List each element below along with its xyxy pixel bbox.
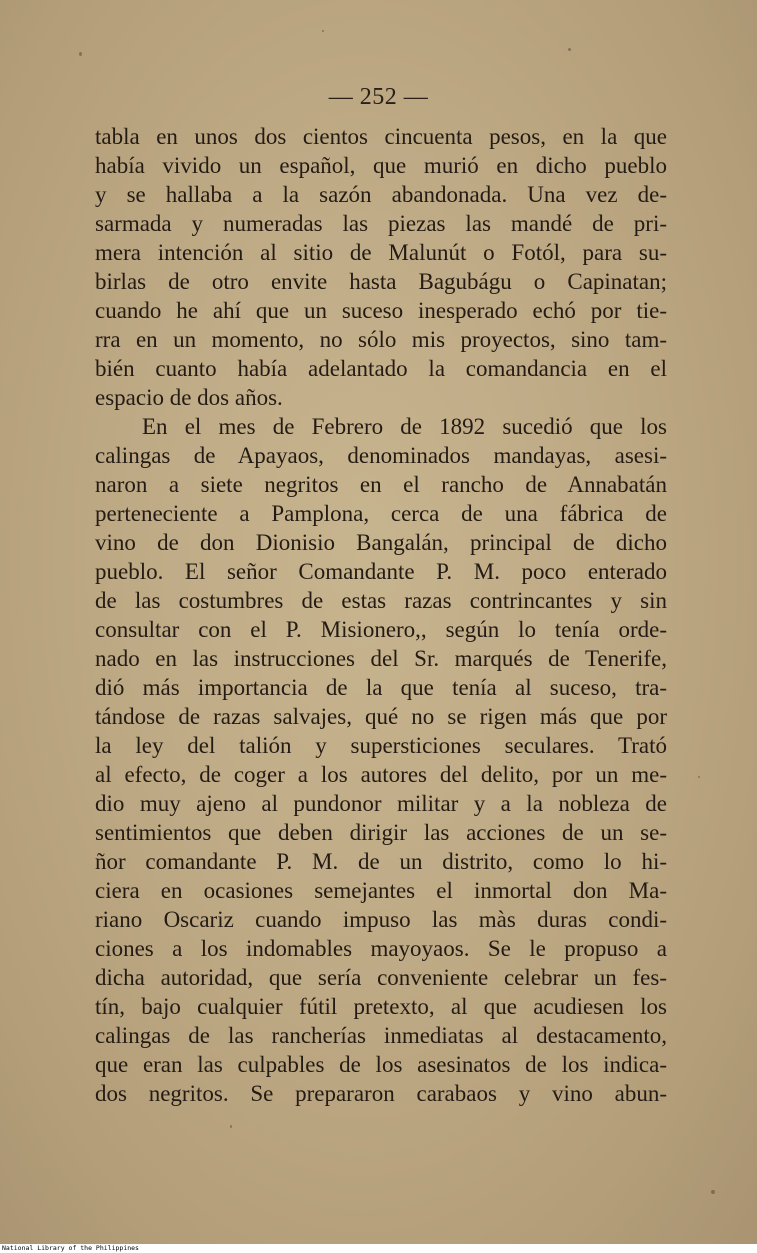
text-line: dos negritos. Se prepararon carabaos y vino abun-: [95, 1081, 667, 1106]
text-line: sentimientos que deben dirigir las acciones de un se-: [95, 820, 667, 845]
text-line: ciones a los indomables mayoyaos. Se le propuso a: [95, 936, 667, 961]
paper-speck: [568, 48, 571, 51]
text-line: tín, bajo cualquier fútil pretexto, al que acudiesen los: [95, 994, 667, 1019]
text-line: y se hallaba a la sazón abandonada. Una vez de-: [95, 182, 667, 207]
text-line: al efecto, de coger a los autores del delito, por un me-: [95, 762, 667, 787]
text-line: dió más importancia de la que tenía al suceso, tra-: [95, 675, 667, 700]
text-line: pueblo. El señor Comandante P. M. poco enterado: [95, 559, 667, 584]
paper-speck: [698, 776, 700, 778]
text-line: naron a siete negritos en el rancho de Annabatán: [95, 472, 667, 497]
text-line: mera intención al sitio de Malunút o Fotól, para su-: [95, 240, 667, 265]
text-line: dicha autoridad, que sería conveniente celebrar un fes-: [95, 965, 667, 990]
paper-speck: [79, 52, 82, 56]
text-line: que eran las culpables de los asesinatos de los indica-: [95, 1052, 667, 1077]
body-text: [95, 122, 667, 1108]
text-line: riano Oscariz cuando impuso las màs duras condi-: [95, 907, 667, 932]
text-line: calingas de Apayaos, denominados mandayas, asesi-: [95, 443, 667, 468]
paper-speck: [711, 1190, 715, 1194]
text-line: bién cuanto había adelantado la comandancia en el: [95, 356, 667, 381]
footer-credit: National Library of the Philippines: [2, 1244, 139, 1252]
text-line: de las costumbres de estas razas contrincantes y sin: [95, 588, 667, 613]
paragraph-start-line: En el mes de Febrero de 1892 sucedió que los: [142, 414, 667, 439]
text-line: birlas de otro envite hasta Bagubágu o Capinatan;: [95, 269, 667, 294]
text-line: la ley del talión y supersticiones seculares. Trató: [95, 733, 667, 758]
text-line: cuando he ahí que un suceso inesperado echó por tie-: [95, 298, 667, 323]
text-line: ñor comandante P. M. de un distrito, como lo hi-: [95, 849, 667, 874]
text-line: calingas de las rancherías inmediatas al destacamento,: [95, 1023, 667, 1048]
text-line: rra en un momento, no sólo mis proyectos, sino tam-: [95, 327, 667, 352]
text-line: ciera en ocasiones semejantes el inmortal don Ma-: [95, 878, 667, 903]
text-line: vino de don Dionisio Bangalán, principal de dicho: [95, 530, 667, 555]
paper-speck: [322, 30, 324, 32]
text-line: perteneciente a Pamplona, cerca de una fábrica de: [95, 501, 667, 526]
text-line: sarmada y numeradas las piezas las mandé de pri-: [95, 211, 667, 236]
text-line: había vivido un español, que murió en dicho pueblo: [95, 153, 667, 178]
paragraph-end-line: espacio de dos años.: [95, 385, 283, 410]
text-line: tabla en unos dos cientos cincuenta pesos, en la que: [95, 124, 667, 149]
page-number-header: — 252 —: [328, 84, 429, 110]
paper-speck: [230, 1125, 232, 1128]
text-line: tándose de razas salvajes, qué no se rigen más que por: [95, 704, 667, 729]
text-line: consultar con el P. Misionero,, según lo tenía orde-: [95, 617, 667, 642]
text-line: nado en las instrucciones del Sr. marqués de Tenerife,: [95, 646, 667, 671]
text-line: dio muy ajeno al pundonor militar y a la nobleza de: [95, 791, 667, 816]
